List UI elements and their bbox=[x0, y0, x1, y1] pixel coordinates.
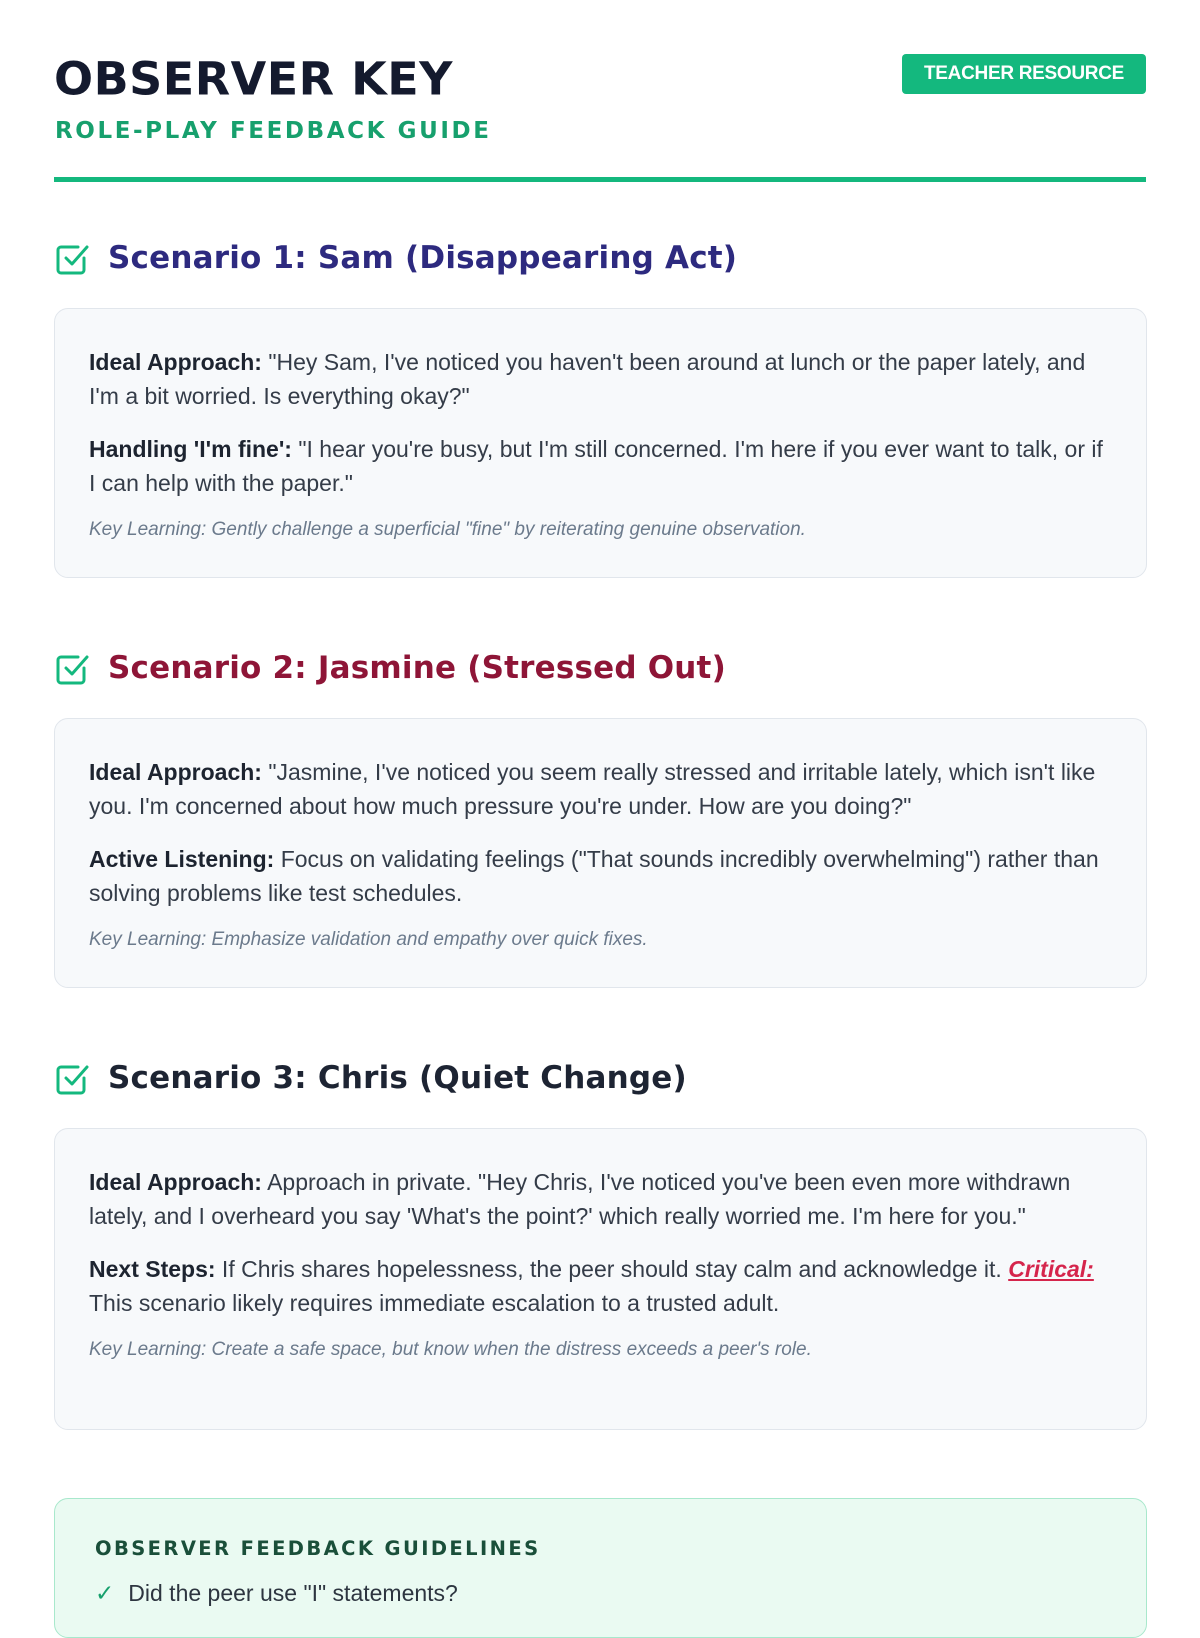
ideal-approach-label: Ideal Approach: bbox=[89, 759, 262, 785]
scenario-2-heading bbox=[54, 646, 726, 690]
scenario-2-card bbox=[54, 718, 1147, 988]
scenario-3-ideal-approach bbox=[89, 1165, 1112, 1233]
guideline-item-text: Did the peer use "I" statements? bbox=[128, 1580, 458, 1606]
ideal-approach-text: "Jasmine, I've noticed you seem really stressed and irritable lately, which isn't like you. I'm concerned about how much pressure you're under. How are you doing?" bbox=[89, 759, 1096, 819]
scenario-2-key-learning: Key Learning: Emphasize validation and empathy over quick fixes. bbox=[89, 929, 648, 950]
critical-label: Critical: bbox=[1008, 1256, 1094, 1282]
teacher-resource-badge: TEACHER RESOURCE bbox=[902, 54, 1146, 94]
active-listening-text: Focus on validating feelings ("That sounds incredibly overwhelming") rather than solving problems like test schedules. bbox=[89, 846, 1099, 906]
scenario-1-key-learning: Key Learning: Gently challenge a superficial "fine" by reiterating genuine observation. bbox=[89, 519, 806, 540]
check-square-icon bbox=[54, 649, 92, 687]
scenario-3-card bbox=[54, 1128, 1147, 1430]
critical-text: This scenario likely requires immediate escalation to a trusted adult. bbox=[89, 1290, 780, 1316]
page-subtitle: ROLE-PLAY FEEDBACK GUIDE bbox=[55, 118, 492, 144]
scenario-1-card bbox=[54, 308, 1147, 578]
scenario-1-handling-fine bbox=[89, 432, 1112, 500]
handling-fine-text: "I hear you're busy, but I'm still concerned. I'm here if you ever want to talk, or if I can help with the paper." bbox=[89, 436, 1103, 496]
scenario-1-heading bbox=[54, 236, 737, 280]
ideal-approach-text: Approach in private. "Hey Chris, I've noticed you've been even more withdrawn lately, and I overheard you say 'What's the point?' which really worried me. I'm here for you." bbox=[89, 1169, 1071, 1229]
ideal-approach-text: "Hey Sam, I've noticed you haven't been around at lunch or the paper lately, and I'm a bit worried. Is everything okay?" bbox=[89, 349, 1086, 409]
active-listening-label: Active Listening: bbox=[89, 846, 275, 872]
observer-feedback-guidelines bbox=[54, 1498, 1147, 1638]
ideal-approach-label: Ideal Approach: bbox=[89, 349, 262, 375]
next-steps-label: Next Steps: bbox=[89, 1256, 216, 1282]
ideal-approach-label: Ideal Approach: bbox=[89, 1169, 262, 1195]
guideline-item bbox=[95, 1580, 1106, 1607]
checkmark-icon: ✓ bbox=[95, 1580, 115, 1606]
next-steps-text: If Chris shares hopelessness, the peer should stay calm and acknowledge it. bbox=[215, 1256, 1009, 1282]
scenario-3-next-steps bbox=[89, 1252, 1112, 1320]
scenario-2-ideal-approach bbox=[89, 755, 1112, 823]
scenario-3-heading bbox=[54, 1056, 687, 1100]
guidelines-title: OBSERVER FEEDBACK GUIDELINES bbox=[95, 1537, 541, 1560]
check-square-icon bbox=[54, 239, 92, 277]
check-square-icon bbox=[54, 1059, 92, 1097]
page-title: OBSERVER KEY bbox=[54, 52, 453, 106]
scenario-3-title: Scenario 3: Chris (Quiet Change) bbox=[108, 1060, 687, 1096]
scenario-1-title: Scenario 1: Sam (Disappearing Act) bbox=[108, 240, 738, 276]
header bbox=[54, 0, 1146, 182]
handling-fine-label: Handling 'I'm fine': bbox=[89, 436, 292, 462]
scenario-2-title: Scenario 2: Jasmine (Stressed Out) bbox=[108, 650, 726, 686]
scenario-3-key-learning: Key Learning: Create a safe space, but know when the distress exceeds a peer's role. bbox=[89, 1339, 812, 1360]
scenario-2-active-listening bbox=[89, 842, 1112, 910]
scenario-1-ideal-approach bbox=[89, 345, 1112, 413]
